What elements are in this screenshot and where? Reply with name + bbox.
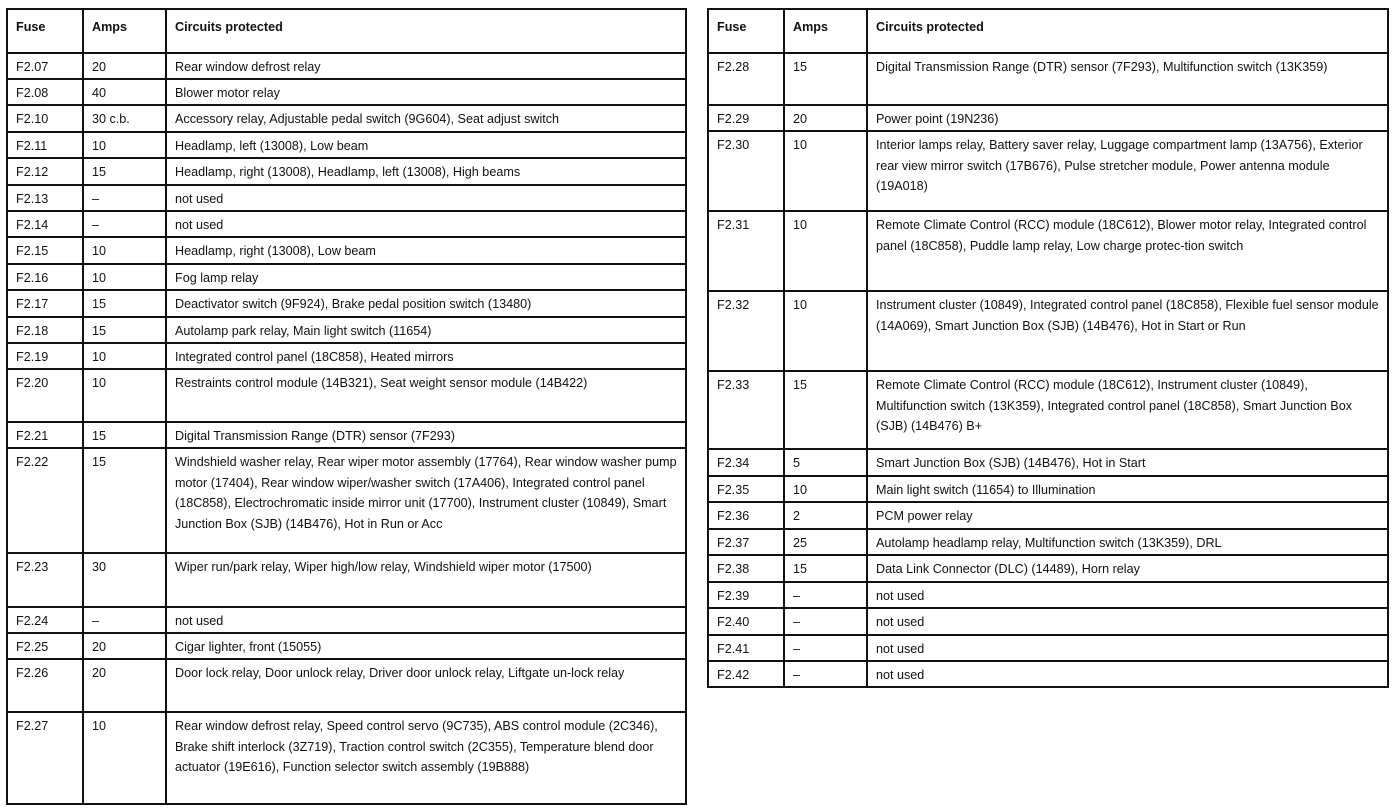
fuse-table-right — [707, 8, 1389, 688]
cell-fuse: F2.08 — [7, 79, 83, 105]
cell-fuse: F2.28 — [708, 53, 784, 105]
header-circuits: Circuits protected — [867, 9, 1388, 53]
cell-amps: 30 c.b. — [83, 105, 166, 132]
cell-fuse: F2.20 — [7, 369, 83, 422]
cell-circuits: Autolamp park relay, Main light switch (11654) — [166, 317, 686, 343]
cell-circuits: Power point (19N236) — [867, 105, 1388, 131]
cell-amps: – — [83, 211, 166, 237]
cell-fuse: F2.29 — [708, 105, 784, 131]
cell-circuits: Headlamp, right (13008), Headlamp, left (13008), High beams — [166, 158, 686, 185]
cell-circuits: Deactivator switch (9F924), Brake pedal position switch (13480) — [166, 290, 686, 317]
cell-fuse: F2.35 — [708, 476, 784, 502]
cell-amps: – — [784, 635, 867, 661]
cell-circuits: Restraints control module (14B321), Seat weight sensor module (14B422) — [166, 369, 686, 422]
table-row — [708, 661, 1388, 687]
cell-fuse: F2.32 — [708, 291, 784, 371]
cell-fuse: F2.25 — [7, 633, 83, 659]
cell-circuits: Digital Transmission Range (DTR) sensor (7F293), Multifunction switch (13K359) — [867, 53, 1388, 105]
table-row — [708, 105, 1388, 131]
cell-amps: 30 — [83, 553, 166, 607]
cell-circuits: Wiper run/park relay, Wiper high/low relay, Windshield wiper motor (17500) — [166, 553, 686, 607]
table-row — [7, 712, 686, 804]
cell-circuits: not used — [867, 635, 1388, 661]
cell-fuse: F2.13 — [7, 185, 83, 211]
cell-fuse: F2.41 — [708, 635, 784, 661]
cell-amps: 10 — [784, 211, 867, 291]
cell-amps: 25 — [784, 529, 867, 555]
cell-circuits: Fog lamp relay — [166, 264, 686, 290]
table-row — [708, 502, 1388, 529]
cell-fuse: F2.23 — [7, 553, 83, 607]
cell-amps: 10 — [784, 291, 867, 371]
table-row — [7, 237, 686, 264]
cell-amps: 15 — [784, 371, 867, 449]
cell-circuits: not used — [166, 607, 686, 633]
cell-amps: 10 — [83, 712, 166, 804]
cell-circuits: not used — [166, 185, 686, 211]
cell-amps: 10 — [83, 264, 166, 290]
table-row — [708, 211, 1388, 291]
table-row — [708, 635, 1388, 661]
cell-circuits: PCM power relay — [867, 502, 1388, 529]
cell-amps: 15 — [83, 290, 166, 317]
cell-circuits: Integrated control panel (18C858), Heated mirrors — [166, 343, 686, 369]
cell-circuits: Rear window defrost relay, Speed control servo (9C735), ABS control module (2C346), Brake shift interlock (3Z719), Traction control switch (2C355), Temperature blend door actuator (19E616), Function selector switch assembly (19B888) — [166, 712, 686, 804]
table-row — [708, 131, 1388, 211]
cell-amps: 2 — [784, 502, 867, 529]
cell-fuse: F2.37 — [708, 529, 784, 555]
cell-circuits: Main light switch (11654) to Illumination — [867, 476, 1388, 502]
table-row — [7, 290, 686, 317]
cell-amps: 5 — [784, 449, 867, 476]
header-row — [708, 9, 1388, 53]
cell-circuits: Interior lamps relay, Battery saver relay, Luggage compartment lamp (13A756), Exterior rear view mirror switch (17B676), Pulse stretcher module, Power antenna module (19A018) — [867, 131, 1388, 211]
cell-fuse: F2.24 — [7, 607, 83, 633]
cell-amps: 15 — [83, 158, 166, 185]
header-fuse: Fuse — [7, 9, 83, 53]
cell-fuse: F2.26 — [7, 659, 83, 712]
cell-fuse: F2.38 — [708, 555, 784, 582]
cell-amps: 10 — [83, 343, 166, 369]
cell-fuse: F2.10 — [7, 105, 83, 132]
table-row — [7, 607, 686, 633]
header-circuits: Circuits protected — [166, 9, 686, 53]
cell-circuits: Smart Junction Box (SJB) (14B476), Hot in Start — [867, 449, 1388, 476]
table-row — [7, 79, 686, 105]
table-body — [708, 53, 1388, 687]
cell-fuse: F2.42 — [708, 661, 784, 687]
cell-fuse: F2.19 — [7, 343, 83, 369]
table-row — [7, 343, 686, 369]
cell-circuits: Windshield washer relay, Rear wiper motor assembly (17764), Rear window washer pump motor (17404), Rear window wiper/washer switch (17A406), Integrated control panel (18C858), Electrochromatic inside mirror unit (17700), Instrument cluster (10849), Smart Junction Box (SJB) (14B476), Hot in Run or Acc — [166, 448, 686, 553]
table-row — [7, 53, 686, 79]
cell-amps: 15 — [784, 555, 867, 582]
table-row — [708, 449, 1388, 476]
cell-amps: 10 — [784, 476, 867, 502]
table-row — [7, 132, 686, 158]
cell-circuits: Autolamp headlamp relay, Multifunction switch (13K359), DRL — [867, 529, 1388, 555]
cell-amps: 10 — [784, 131, 867, 211]
cell-fuse: F2.31 — [708, 211, 784, 291]
cell-circuits: Headlamp, left (13008), Low beam — [166, 132, 686, 158]
cell-circuits: Data Link Connector (DLC) (14489), Horn relay — [867, 555, 1388, 582]
cell-fuse: F2.36 — [708, 502, 784, 529]
table-row — [7, 553, 686, 607]
cell-circuits: Accessory relay, Adjustable pedal switch (9G604), Seat adjust switch — [166, 105, 686, 132]
header-row — [7, 9, 686, 53]
cell-amps: 20 — [83, 53, 166, 79]
table-row — [708, 608, 1388, 635]
table-row — [7, 659, 686, 712]
table-row — [7, 264, 686, 290]
cell-fuse: F2.39 — [708, 582, 784, 608]
cell-fuse: F2.07 — [7, 53, 83, 79]
table-row — [7, 158, 686, 185]
cell-circuits: not used — [867, 582, 1388, 608]
cell-fuse: F2.16 — [7, 264, 83, 290]
cell-circuits: Rear window defrost relay — [166, 53, 686, 79]
cell-circuits: Digital Transmission Range (DTR) sensor (7F293) — [166, 422, 686, 448]
table-row — [708, 582, 1388, 608]
cell-fuse: F2.34 — [708, 449, 784, 476]
cell-fuse: F2.40 — [708, 608, 784, 635]
cell-circuits: not used — [867, 608, 1388, 635]
table-row — [708, 291, 1388, 371]
header-fuse: Fuse — [708, 9, 784, 53]
cell-fuse: F2.15 — [7, 237, 83, 264]
cell-fuse: F2.12 — [7, 158, 83, 185]
table-row — [7, 105, 686, 132]
cell-circuits: Headlamp, right (13008), Low beam — [166, 237, 686, 264]
cell-fuse: F2.21 — [7, 422, 83, 448]
cell-fuse: F2.14 — [7, 211, 83, 237]
cell-circuits: Instrument cluster (10849), Integrated control panel (18C858), Flexible fuel sensor module (14A069), Smart Junction Box (SJB) (14B476), Hot in Start or Run — [867, 291, 1388, 371]
cell-amps: – — [784, 582, 867, 608]
cell-fuse: F2.33 — [708, 371, 784, 449]
table-row — [708, 476, 1388, 502]
cell-amps: 15 — [784, 53, 867, 105]
cell-fuse: F2.30 — [708, 131, 784, 211]
table-row — [7, 369, 686, 422]
cell-circuits: Remote Climate Control (RCC) module (18C612), Blower motor relay, Integrated control panel (18C858), Puddle lamp relay, Low charge protec-tion switch — [867, 211, 1388, 291]
table-body — [7, 53, 686, 804]
table-row — [708, 529, 1388, 555]
cell-fuse: F2.11 — [7, 132, 83, 158]
cell-amps: 10 — [83, 132, 166, 158]
cell-amps: – — [784, 608, 867, 635]
table-row — [7, 422, 686, 448]
header-amps: Amps — [83, 9, 166, 53]
cell-amps: 40 — [83, 79, 166, 105]
table-row — [708, 555, 1388, 582]
table-row — [7, 185, 686, 211]
table-row — [7, 448, 686, 553]
table-row — [7, 317, 686, 343]
table-row — [7, 211, 686, 237]
cell-amps: – — [784, 661, 867, 687]
cell-amps: 20 — [784, 105, 867, 131]
cell-amps: 20 — [83, 633, 166, 659]
cell-circuits: not used — [867, 661, 1388, 687]
cell-fuse: F2.18 — [7, 317, 83, 343]
cell-fuse: F2.27 — [7, 712, 83, 804]
cell-amps: 15 — [83, 317, 166, 343]
header-amps: Amps — [784, 9, 867, 53]
cell-amps: – — [83, 185, 166, 211]
cell-circuits: Remote Climate Control (RCC) module (18C612), Instrument cluster (10849), Multifunction switch (13K359), Integrated control panel (18C858), Smart Junction Box (SJB) (14B476) B+ — [867, 371, 1388, 449]
cell-amps: 10 — [83, 237, 166, 264]
cell-amps: 20 — [83, 659, 166, 712]
cell-fuse: F2.22 — [7, 448, 83, 553]
table-row — [708, 53, 1388, 105]
fuse-table-left — [6, 8, 687, 805]
cell-amps: 15 — [83, 448, 166, 553]
table-row — [7, 633, 686, 659]
cell-circuits: not used — [166, 211, 686, 237]
cell-amps: 15 — [83, 422, 166, 448]
cell-circuits: Door lock relay, Door unlock relay, Driver door unlock relay, Liftgate un-lock relay — [166, 659, 686, 712]
table-row — [708, 371, 1388, 449]
cell-circuits: Blower motor relay — [166, 79, 686, 105]
cell-amps: – — [83, 607, 166, 633]
cell-fuse: F2.17 — [7, 290, 83, 317]
cell-amps: 10 — [83, 369, 166, 422]
cell-circuits: Cigar lighter, front (15055) — [166, 633, 686, 659]
